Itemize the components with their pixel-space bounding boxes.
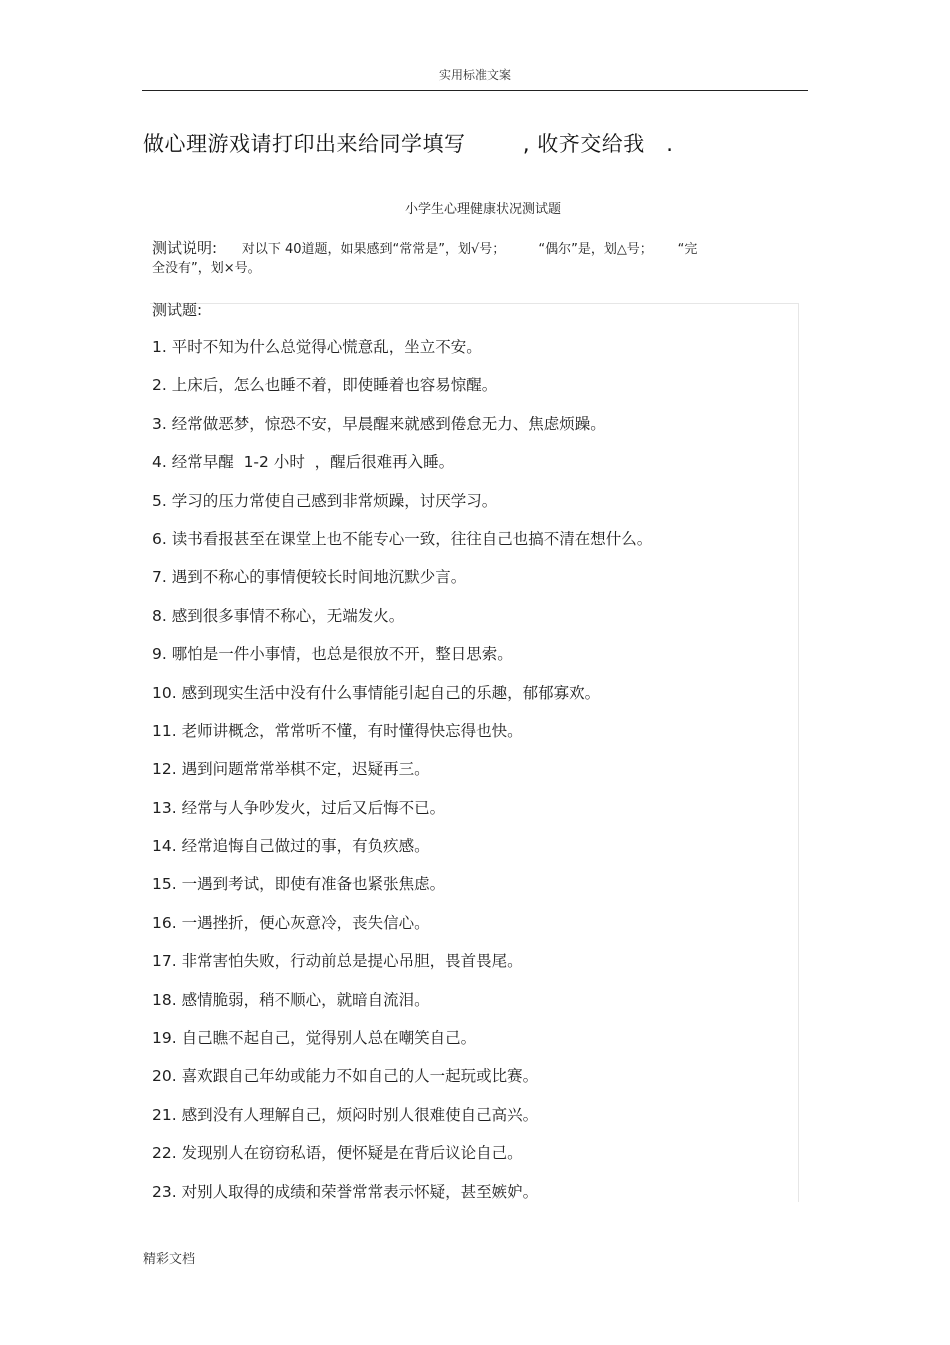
instructions-lead: 测试说明: bbox=[152, 239, 218, 257]
page-footer: 精彩文档 bbox=[143, 1252, 196, 1267]
question-item: 4. 经常早醒 1-2 小时 ，醒后很难再入睡。 bbox=[152, 453, 455, 472]
document-title: 做心理游戏请打印出来给同学填写 , 收齐交给我 . bbox=[143, 132, 674, 156]
question-item: 3. 经常做恶梦，惊恐不安，早晨醒来就感到倦怠无力、焦虑烦躁。 bbox=[152, 414, 606, 433]
question-item: 20. 喜欢跟自己年幼或能力不如自己的人一起玩或比赛。 bbox=[152, 1067, 539, 1086]
quiz-heading: 测试题: bbox=[152, 301, 203, 319]
question-item: 10. 感到现实生活中没有什么事情能引起自己的乐趣，郁郁寡欢。 bbox=[152, 683, 601, 702]
question-item: 2. 上床后，怎么也睡不着，即使睡着也容易惊醒。 bbox=[152, 376, 498, 395]
question-item: 15. 一遇到考试，即使有准备也紧张焦虑。 bbox=[152, 875, 446, 894]
test-subtitle: 小学生心理健康状况测试题 bbox=[404, 202, 561, 217]
question-item: 16. 一遇挫折，便心灰意冷，丧失信心。 bbox=[152, 913, 430, 932]
question-item: 6. 读书看报甚至在课堂上也不能专心一致，往往自己也搞不清在想什么。 bbox=[152, 529, 653, 548]
question-item: 17. 非常害怕失败，行动前总是提心吊胆，畏首畏尾。 bbox=[152, 952, 523, 971]
question-item: 22. 发现别人在窃窃私语，便怀疑是在背后议论自己。 bbox=[152, 1144, 523, 1163]
question-item: 1. 平时不知为什么总觉得心慌意乱，坐立不安。 bbox=[152, 338, 482, 356]
question-item: 23. 对别人取得的成绩和荣誉常常表示怀疑，甚至嫉妒。 bbox=[152, 1182, 539, 1201]
question-item: 14. 经常追悔自己做过的事，有负疚感。 bbox=[152, 837, 430, 856]
instructions-line-2: 全没有”，划×号。 bbox=[152, 261, 261, 276]
question-item: 11. 老师讲概念，常常听不懂，有时懂得快忘得也快。 bbox=[152, 721, 523, 740]
question-item: 21. 感到没有人理解自己，烦闷时别人很难使自己高兴。 bbox=[152, 1105, 539, 1124]
question-item: 13. 经常与人争吵发火，过后又后悔不已。 bbox=[152, 798, 446, 817]
instructions-line-1: 对以下 40道题，如果感到“常常是”，划√号； “偶尔”是，划△号； “完 bbox=[217, 242, 698, 257]
instructions bbox=[152, 239, 800, 278]
question-item: 9. 哪怕是一件小事情，也总是很放不开，整日思索。 bbox=[152, 645, 513, 664]
question-item: 5. 学习的压力常使自己感到非常烦躁，讨厌学习。 bbox=[152, 491, 498, 510]
question-item: 12. 遇到问题常常举棋不定，迟疑再三。 bbox=[152, 760, 430, 779]
question-list bbox=[152, 338, 652, 1221]
header-divider bbox=[142, 90, 808, 91]
question-item: 18. 感情脆弱，稍不顺心，就暗自流泪。 bbox=[152, 990, 430, 1009]
page-header: 实用标准文案 bbox=[438, 68, 511, 82]
question-item: 8. 感到很多事情不称心，无端发火。 bbox=[152, 606, 405, 625]
question-item: 7. 遇到不称心的事情便较长时间地沉默少言。 bbox=[152, 568, 467, 587]
question-item: 19. 自己瞧不起自己，觉得别人总在嘲笑自己。 bbox=[152, 1029, 477, 1048]
